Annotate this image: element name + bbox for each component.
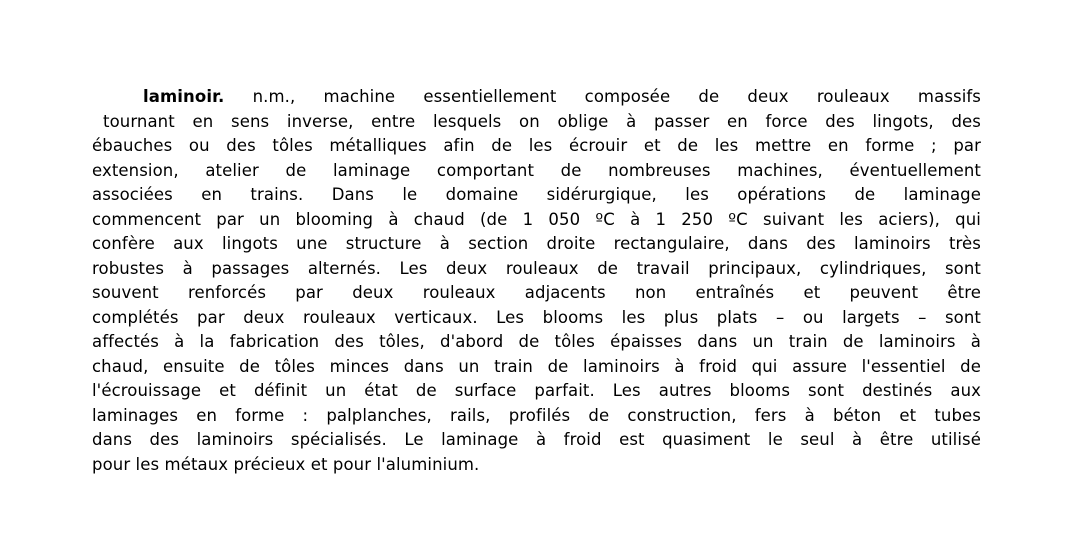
definition-line: complétés par deux rouleaux verticaux. Les blooms les plus plats – ou largets – sont bbox=[92, 307, 981, 327]
definition-line: chaud, ensuite de tôles minces dans un train de laminoirs à froid qui assure l'essentiel de bbox=[92, 356, 981, 376]
line-text: n.m., machine essentiellement composée de deux rouleaux massifs bbox=[252, 87, 981, 106]
definition-line: pour les métaux précieux et pour l'aluminium. bbox=[92, 454, 480, 474]
definition-line: l'écrouissage et définit un état de surface parfait. Les autres blooms sont destinés aux bbox=[92, 381, 981, 400]
definition-line: dans des laminoirs spécialisés. Le laminage à froid est quasiment le seul à être utilisé bbox=[92, 430, 981, 449]
definition-line: commencent par un blooming à chaud (de 1 050 ºC à 1 250 ºC suivant les aciers), qui bbox=[92, 209, 981, 229]
definition-line: ébauches ou des tôles métalliques afin de les écrouir et de les mettre en forme ; par bbox=[92, 136, 981, 155]
definition-line: robustes à passages alternés. Les deux rouleaux de travail principaux, cylindriques, sont bbox=[92, 258, 981, 278]
definition-line bbox=[92, 85, 981, 110]
definition-line: laminages en forme : palplanches, rails, profilés de construction, fers à béton et tubes bbox=[92, 405, 981, 425]
definition-text-block bbox=[92, 85, 981, 477]
definition-line: tournant en sens inverse, entre lesquels on oblige à passer en force des lingots, des bbox=[103, 111, 981, 131]
definition-line: confère aux lingots une structure à section droite rectangulaire, dans des laminoirs très bbox=[92, 234, 981, 253]
headword: laminoir. bbox=[143, 87, 225, 106]
definition-line: associées en trains. Dans le domaine sidérurgique, les opérations de laminage bbox=[92, 185, 981, 204]
definition-line: extension, atelier de laminage comportant de nombreuses machines, éventuellement bbox=[92, 160, 981, 180]
definition-line: souvent renforcés par deux rouleaux adjacents non entraînés et peuvent être bbox=[92, 283, 981, 302]
definition-line: affectés à la fabrication des tôles, d'abord de tôles épaisses dans un train de laminoirs à bbox=[92, 332, 981, 351]
